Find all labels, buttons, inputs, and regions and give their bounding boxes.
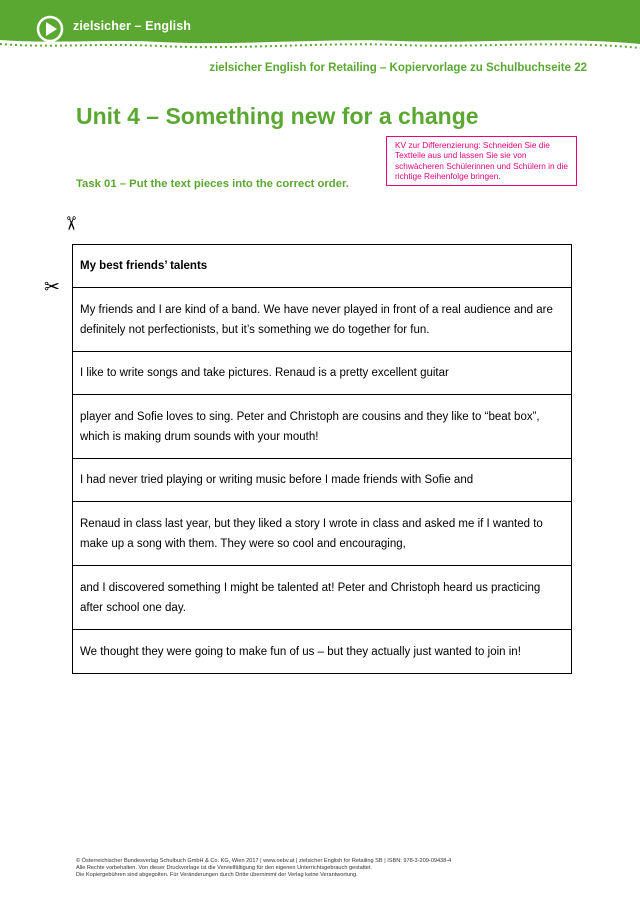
text-piece: Renaud in class last year, but they liked a story I wrote in class and asked me if I wanted to make up a song with them. They were so cool and encouraging, <box>73 502 571 566</box>
scissors-icon: ✂ <box>59 215 81 232</box>
text-piece: We thought they were going to make fun of us – but they actually just wanted to join in! <box>80 645 521 658</box>
text-piece: I like to write songs and take pictures. Renaud is a pretty excellent guitar <box>73 352 571 395</box>
scissors-icon: ✂ <box>44 277 60 298</box>
teacher-note: KV zur Differenzierung: Schneiden Sie die Textteile aus und lassen Sie sie von schwächeren Schülerinnen und Schülern in die richtige Reihenfolge bringen. <box>386 136 577 186</box>
text-piece: and I discovered something I might be talented at! Peter and Christoph heard us practicing after school one day. <box>73 566 571 630</box>
text-piece: I had never tried playing or writing music before I made friends with Sofie and <box>73 459 571 502</box>
footer-line: Die Kopiergebühren sind abgegolten. Für Veränderungen durch Dritte übernimmt der Verlag keine Verantwortung. <box>76 872 358 878</box>
page-title: Unit 4 – Something new for a change <box>76 103 479 129</box>
text-piece: player and Sofie loves to sing. Peter and Christoph are cousins and they like to “beat box”, which is making drum sounds with your mouth! <box>73 395 571 459</box>
header-banner <box>0 0 640 50</box>
footer-line: Alle Rechte vorbehalten. Von dieser Druckvorlage ist die Vervielfältigung für den eigenen Unterrichtsgebrauch gestattet. <box>76 865 373 871</box>
brand-name: zielsicher – English <box>73 19 192 33</box>
text-pieces-table <box>72 244 572 674</box>
page-subtitle: zielsicher English for Retailing – Kopiervorlage zu Schulbuchseite 22 <box>209 62 587 74</box>
copyright-footer <box>76 858 451 879</box>
footer-line: © Österreichischer Bundesverlag Schulbuch GmbH & Co. KG, Wien 2017 | www.oebv.at | zielsicher English for Retailing SB | ISBN: 978-3-209-09438-4 <box>76 858 452 864</box>
text-piece-title: My best friends’ talents <box>73 245 571 288</box>
text-piece: My friends and I are kind of a band. We have never played in front of a real audience and are definitely not perfectionists, but it’s something we do together for fun. <box>73 288 571 352</box>
task-instruction: Task 01 – Put the text pieces into the correct order. <box>76 178 349 190</box>
